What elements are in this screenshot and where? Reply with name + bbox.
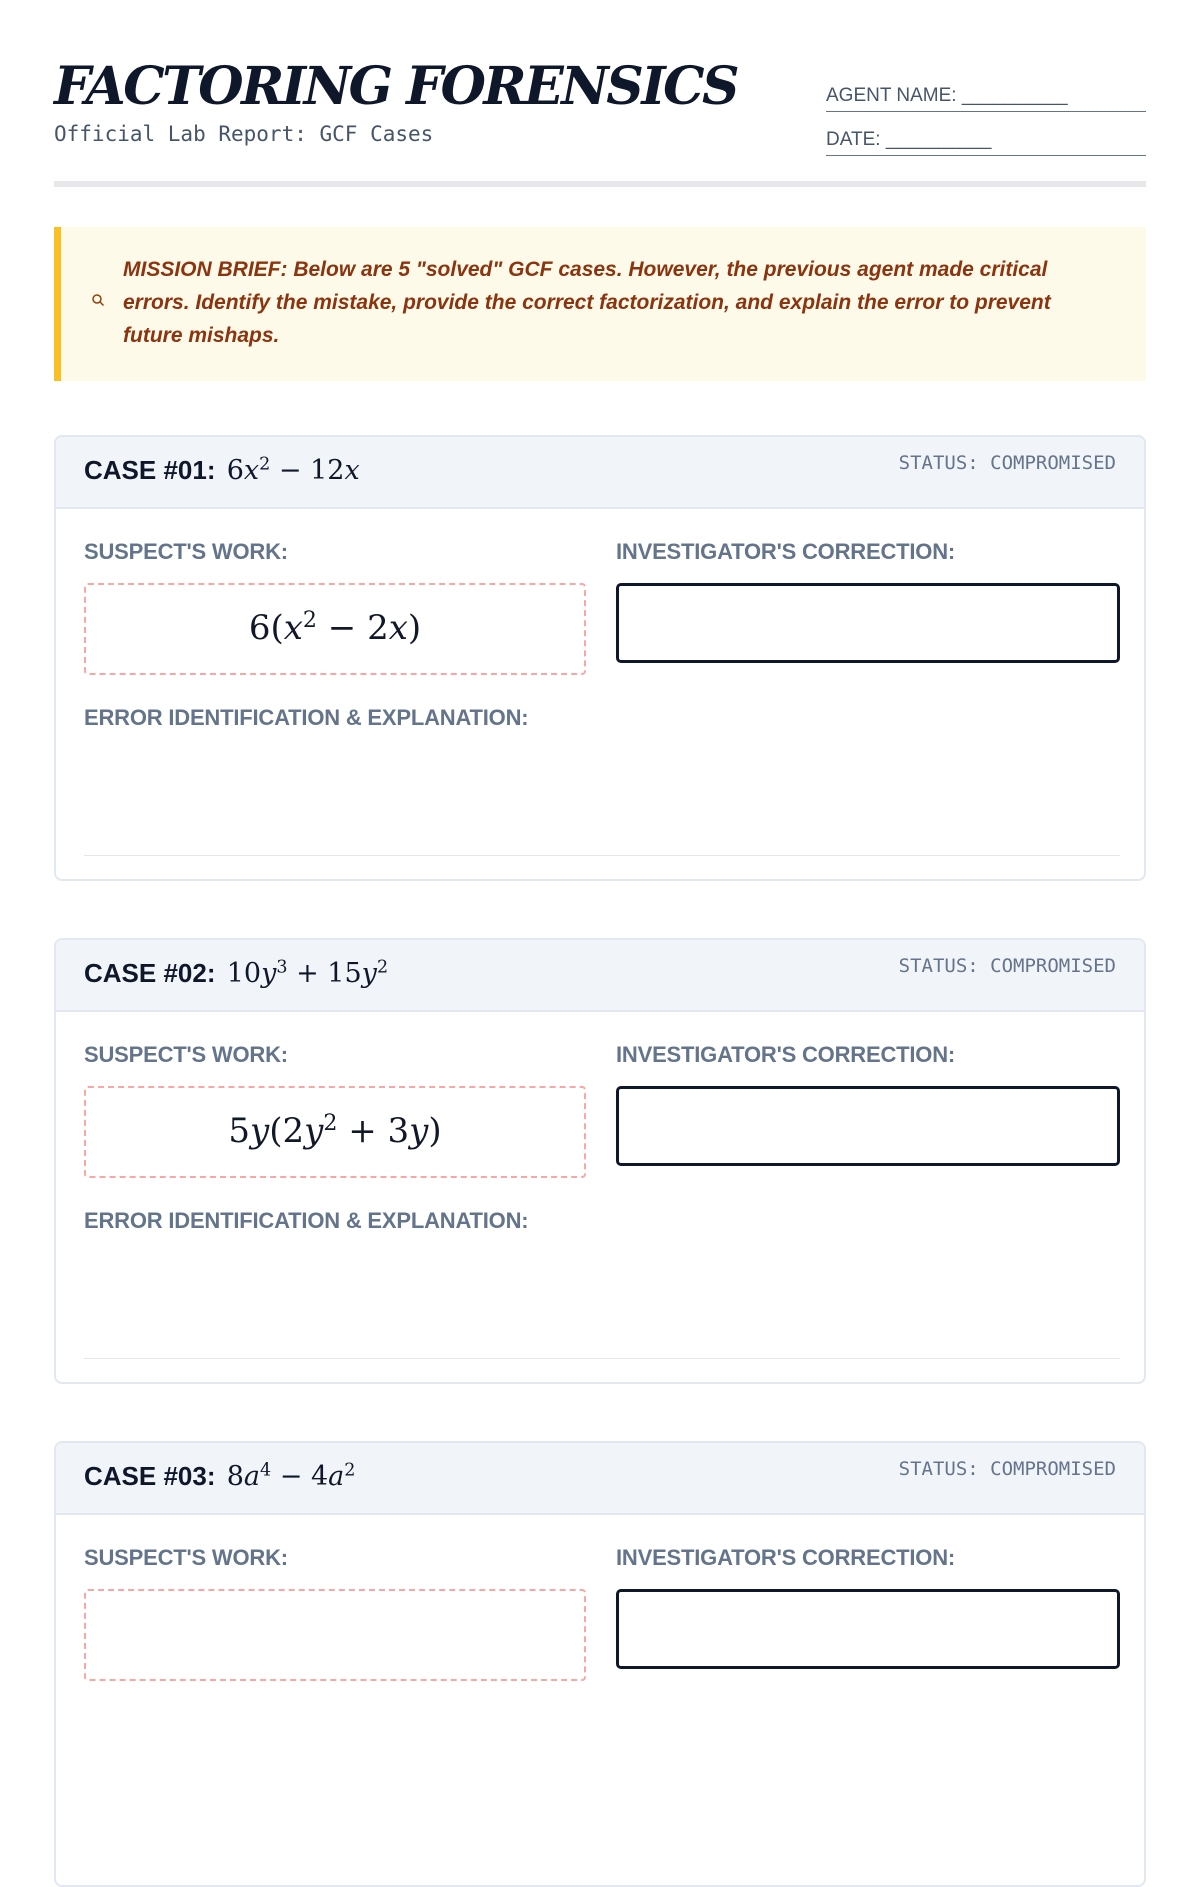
- case-number: CASE #03:: [84, 1461, 216, 1491]
- page-subtitle: Official Lab Report: GCF Cases: [54, 122, 434, 146]
- status-badge: STATUS: COMPROMISED: [898, 955, 1116, 977]
- correction-label: INVESTIGATOR'S CORRECTION:: [616, 1042, 956, 1067]
- date-field[interactable]: DATE: __________: [826, 126, 1146, 156]
- page-title: FACTORING FORENSICS: [54, 56, 738, 117]
- suspect-label: SUSPECT'S WORK:: [84, 1545, 288, 1570]
- explanation-line[interactable]: [84, 1358, 1120, 1359]
- status-badge: STATUS: COMPROMISED: [898, 452, 1116, 474]
- case-title: [84, 958, 388, 989]
- case-problem: $6x^2 - 12x$: [226, 454, 360, 486]
- case-title: [84, 455, 360, 486]
- case-header: [56, 940, 1144, 1012]
- correction-input[interactable]: [616, 1589, 1120, 1669]
- correction-label: INVESTIGATOR'S CORRECTION:: [616, 539, 956, 564]
- agent-info: [826, 82, 1146, 170]
- header-divider: [54, 181, 1146, 187]
- case-problem: $10y^3 + 15y^2$: [226, 957, 389, 989]
- agent-name-field[interactable]: AGENT NAME: __________: [826, 82, 1146, 112]
- mission-brief: [54, 227, 1146, 381]
- magnifier-icon: [89, 293, 107, 311]
- explanation-line[interactable]: [84, 855, 1120, 856]
- case-card: [54, 1441, 1146, 1887]
- header: [54, 0, 1146, 187]
- case-title: [84, 1461, 355, 1492]
- suspect-work: [84, 1589, 586, 1681]
- case-header: [56, 1443, 1144, 1515]
- case-number: CASE #01:: [84, 455, 216, 485]
- correction-label: INVESTIGATOR'S CORRECTION:: [616, 1545, 956, 1570]
- status-badge: STATUS: COMPROMISED: [898, 1458, 1116, 1480]
- suspect-label: SUSPECT'S WORK:: [84, 1042, 288, 1067]
- suspect-work: $5y(2y^2 + 3y)$: [84, 1086, 586, 1178]
- correction-input[interactable]: [616, 1086, 1120, 1166]
- explanation-label: ERROR IDENTIFICATION & EXPLANATION:: [84, 705, 529, 730]
- correction-input[interactable]: [616, 583, 1120, 663]
- explanation-label: ERROR IDENTIFICATION & EXPLANATION:: [84, 1208, 529, 1233]
- case-number: CASE #02:: [84, 958, 216, 988]
- case-problem: $8a^4 - 4a^2$: [226, 1460, 356, 1492]
- suspect-work: $6(x^2 - 2x)$: [84, 583, 586, 675]
- worksheet-page: [54, 0, 1146, 1570]
- suspect-label: SUSPECT'S WORK:: [84, 539, 288, 564]
- mission-brief-text: MISSION BRIEF: Below are 5 "solved" GCF cases. However, the previous agent made critical errors. Identify the mistake, provide the correct factorization, and explain the error to prevent future mishaps.: [123, 258, 1051, 347]
- case-card: [54, 938, 1146, 1384]
- case-header: [56, 437, 1144, 509]
- case-card: [54, 435, 1146, 881]
